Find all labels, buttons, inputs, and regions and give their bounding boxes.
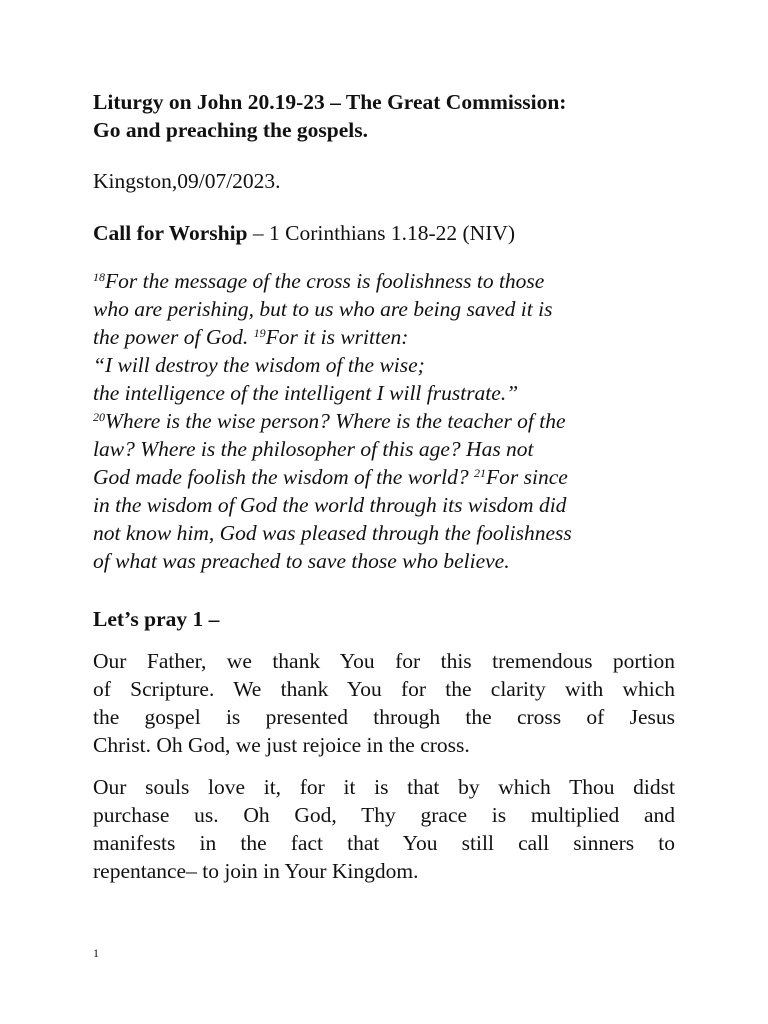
verse-text: For since [486,465,568,489]
paragraph-line: purchase us. Oh God, Thy grace is multiplied and [93,803,675,827]
scripture-line [93,463,675,491]
prayer-heading: Let’s pray 1 – [93,607,220,631]
scripture-line [93,267,675,295]
paragraph-line: Our Father, we thank You for this tremendous portion [93,649,675,673]
scripture-line [93,407,675,435]
scripture-line: who are perishing, but to us who are being saved it is [93,297,553,321]
prayer-paragraph [93,773,675,885]
paragraph-line: manifests in the fact that You still call sinners to [93,831,675,855]
call-for-worship [93,219,675,247]
paragraph-line: Christ. Oh God, we just rejoice in the cross. [93,733,470,757]
title-line: Go and preaching the gospels. [93,118,368,142]
scripture-line [93,323,675,351]
verse-text: For it is written: [265,325,409,349]
verse-number: 20 [93,410,105,424]
title-line: Liturgy on John 20.19-23 – The Great Commission: [93,90,567,114]
verse-text: God made foolish the wisdom of the world? [93,465,475,489]
verse-text: Where is the wise person? Where is the teacher of the [105,409,566,433]
prayer-paragraph [93,647,675,759]
paragraph-line: the gospel is presented through the cross of Jesus [93,705,675,729]
paragraph-line: repentance– to join in Your Kingdom. [93,859,419,883]
paragraph-line: Our souls love it, for it is that by which Thou didst [93,775,675,799]
document-page [93,88,675,899]
verse-text: the power of God. [93,325,254,349]
document-title [93,88,675,144]
verse-number: 21 [474,466,487,480]
page-number: 1 [93,946,99,960]
verse-text: For the message of the cross is foolishness to those [105,269,545,293]
scripture-reference: – 1 Corinthians 1.18-22 (NIV) [247,221,516,245]
scripture-line: the intelligence of the intelligent I will frustrate.” [93,381,519,405]
scripture-line: in the wisdom of God the world through its wisdom did [93,493,567,517]
paragraph-line: of Scripture. We thank You for the clarity with which [93,677,675,701]
scripture-line: “I will destroy the wisdom of the wise; [93,353,425,377]
verse-number: 19 [253,326,266,340]
scripture-line: of what was preached to save those who believe. [93,549,510,573]
call-for-worship-label: Call for Worship [93,221,248,245]
verse-number: 18 [93,270,105,284]
scripture-line: law? Where is the philosopher of this age? Has not [93,437,534,461]
scripture-passage [93,267,675,575]
scripture-line: not know him, God was pleased through the foolishness [93,521,572,545]
place-and-date: Kingston,09/07/2023. [93,169,281,193]
